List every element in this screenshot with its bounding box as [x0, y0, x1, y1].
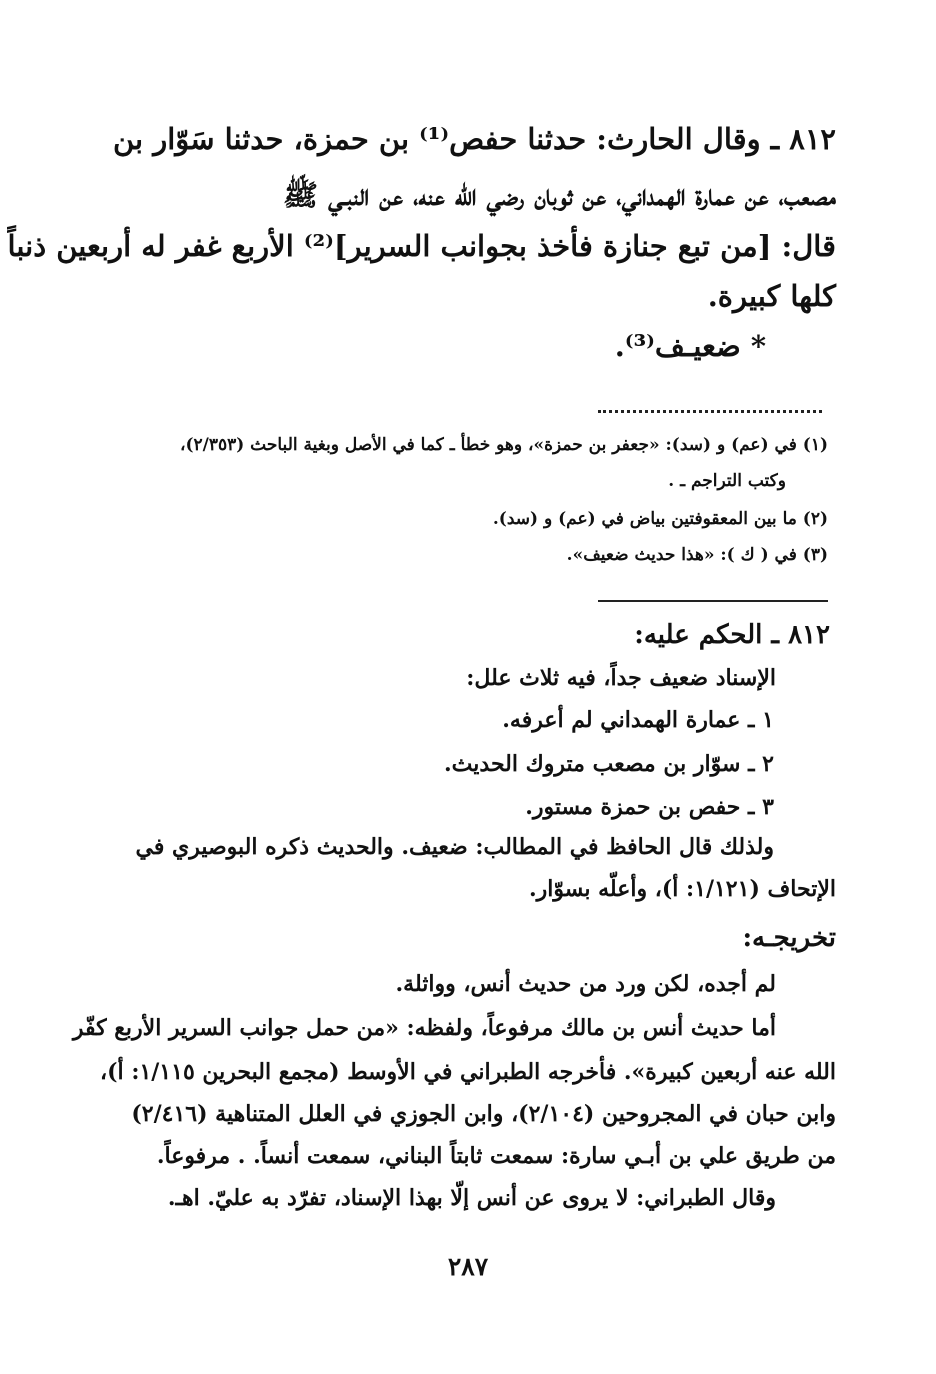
footnote-1-cont: وكتب التراجم ـ .	[668, 471, 786, 491]
takhrij-heading: تخريجـه:	[742, 923, 836, 953]
takhrij-line-5: من طريق علي بن أبـي سارة: سمعت ثابتاً البناني، سمعت أنساً. . مرفوعاً.	[156, 1143, 836, 1169]
hadith-line-1: ٨١٢ ـ وقال الحارث: حدثنا حفص⁽¹⁾ بن حمزة، حدثنا سَوّار بن	[112, 122, 836, 156]
takhrij-line-1: لم أجده، لكن ورد من حديث أنس، وواثلة.	[395, 971, 776, 997]
footnote-3: (٣) في ( ك ): «هذا حديث ضعيف».	[566, 545, 828, 565]
section-rule	[598, 600, 828, 602]
hadith-line-2: مصعب، عن عمارة الهمداني، عن ثوبان رضي الله عنه، عن النبـي ﷺ	[283, 178, 836, 212]
footnote-separator	[598, 402, 822, 413]
hadith-line-4: كلها كبيرة.	[707, 279, 836, 313]
page-number: ٢٨٧	[447, 1252, 489, 1281]
ruling-intro: الإسناد ضعيف جداً، فيه ثلاث علل:	[466, 665, 776, 691]
grade-label: * ضعيـف⁽³⁾.	[614, 329, 766, 363]
hadith-line-3: قال: [من تبع جنازة فأخذ بجوانب السرير]⁽²⁾ الأربع غفر له أربعين ذنباً	[7, 229, 836, 263]
ruling-heading: ٨١٢ ـ الحكم عليه:	[634, 620, 830, 650]
footnote-2: (٢) ما بين المعقوفتين بياض في (عم) و (سد).	[492, 509, 828, 529]
ruling-conclusion-1: ولذلك قال الحافظ في المطالب: ضعيف. والحديث ذكره البوصيري في	[135, 834, 774, 860]
ruling-item-2: ٢ ـ سوّار بن مصعب متروك الحديث.	[444, 751, 774, 777]
takhrij-line-2: أما حديث أنس بن مالك مرفوعاً، ولفظه: «من حمل جوانب السرير الأربع كفّر	[72, 1015, 776, 1041]
ruling-conclusion-2: الإتحاف (١/١٢١: أ)، وأعلّه بسوّار.	[528, 876, 836, 902]
takhrij-line-3: الله عنه أربعين كبيرة». فأخرجه الطبراني في الأوسط (مجمع البحرين ١/١١٥: أ)،	[100, 1059, 836, 1085]
ruling-item-1: ١ ـ عمارة الهمداني لم أعرفه.	[502, 707, 774, 733]
takhrij-line-6: وقال الطبراني: لا يروى عن أنس إلّا بهذا الإسناد، تفرّد به عليّ. اهـ.	[167, 1185, 776, 1211]
takhrij-line-4: وابن حبان في المجروحين (٢/١٠٤)، وابن الجوزي في العلل المتناهية (٢/٤١٦)	[131, 1101, 836, 1127]
footnote-1: (١) في (عم) و (سد): «جعفر بن حمزة»، وهو خطأ ـ كما في الأصل وبغية الباحث (٢/٣٥٣)،	[179, 435, 828, 455]
ruling-item-3: ٣ ـ حفص بن حمزة مستور.	[525, 794, 774, 820]
